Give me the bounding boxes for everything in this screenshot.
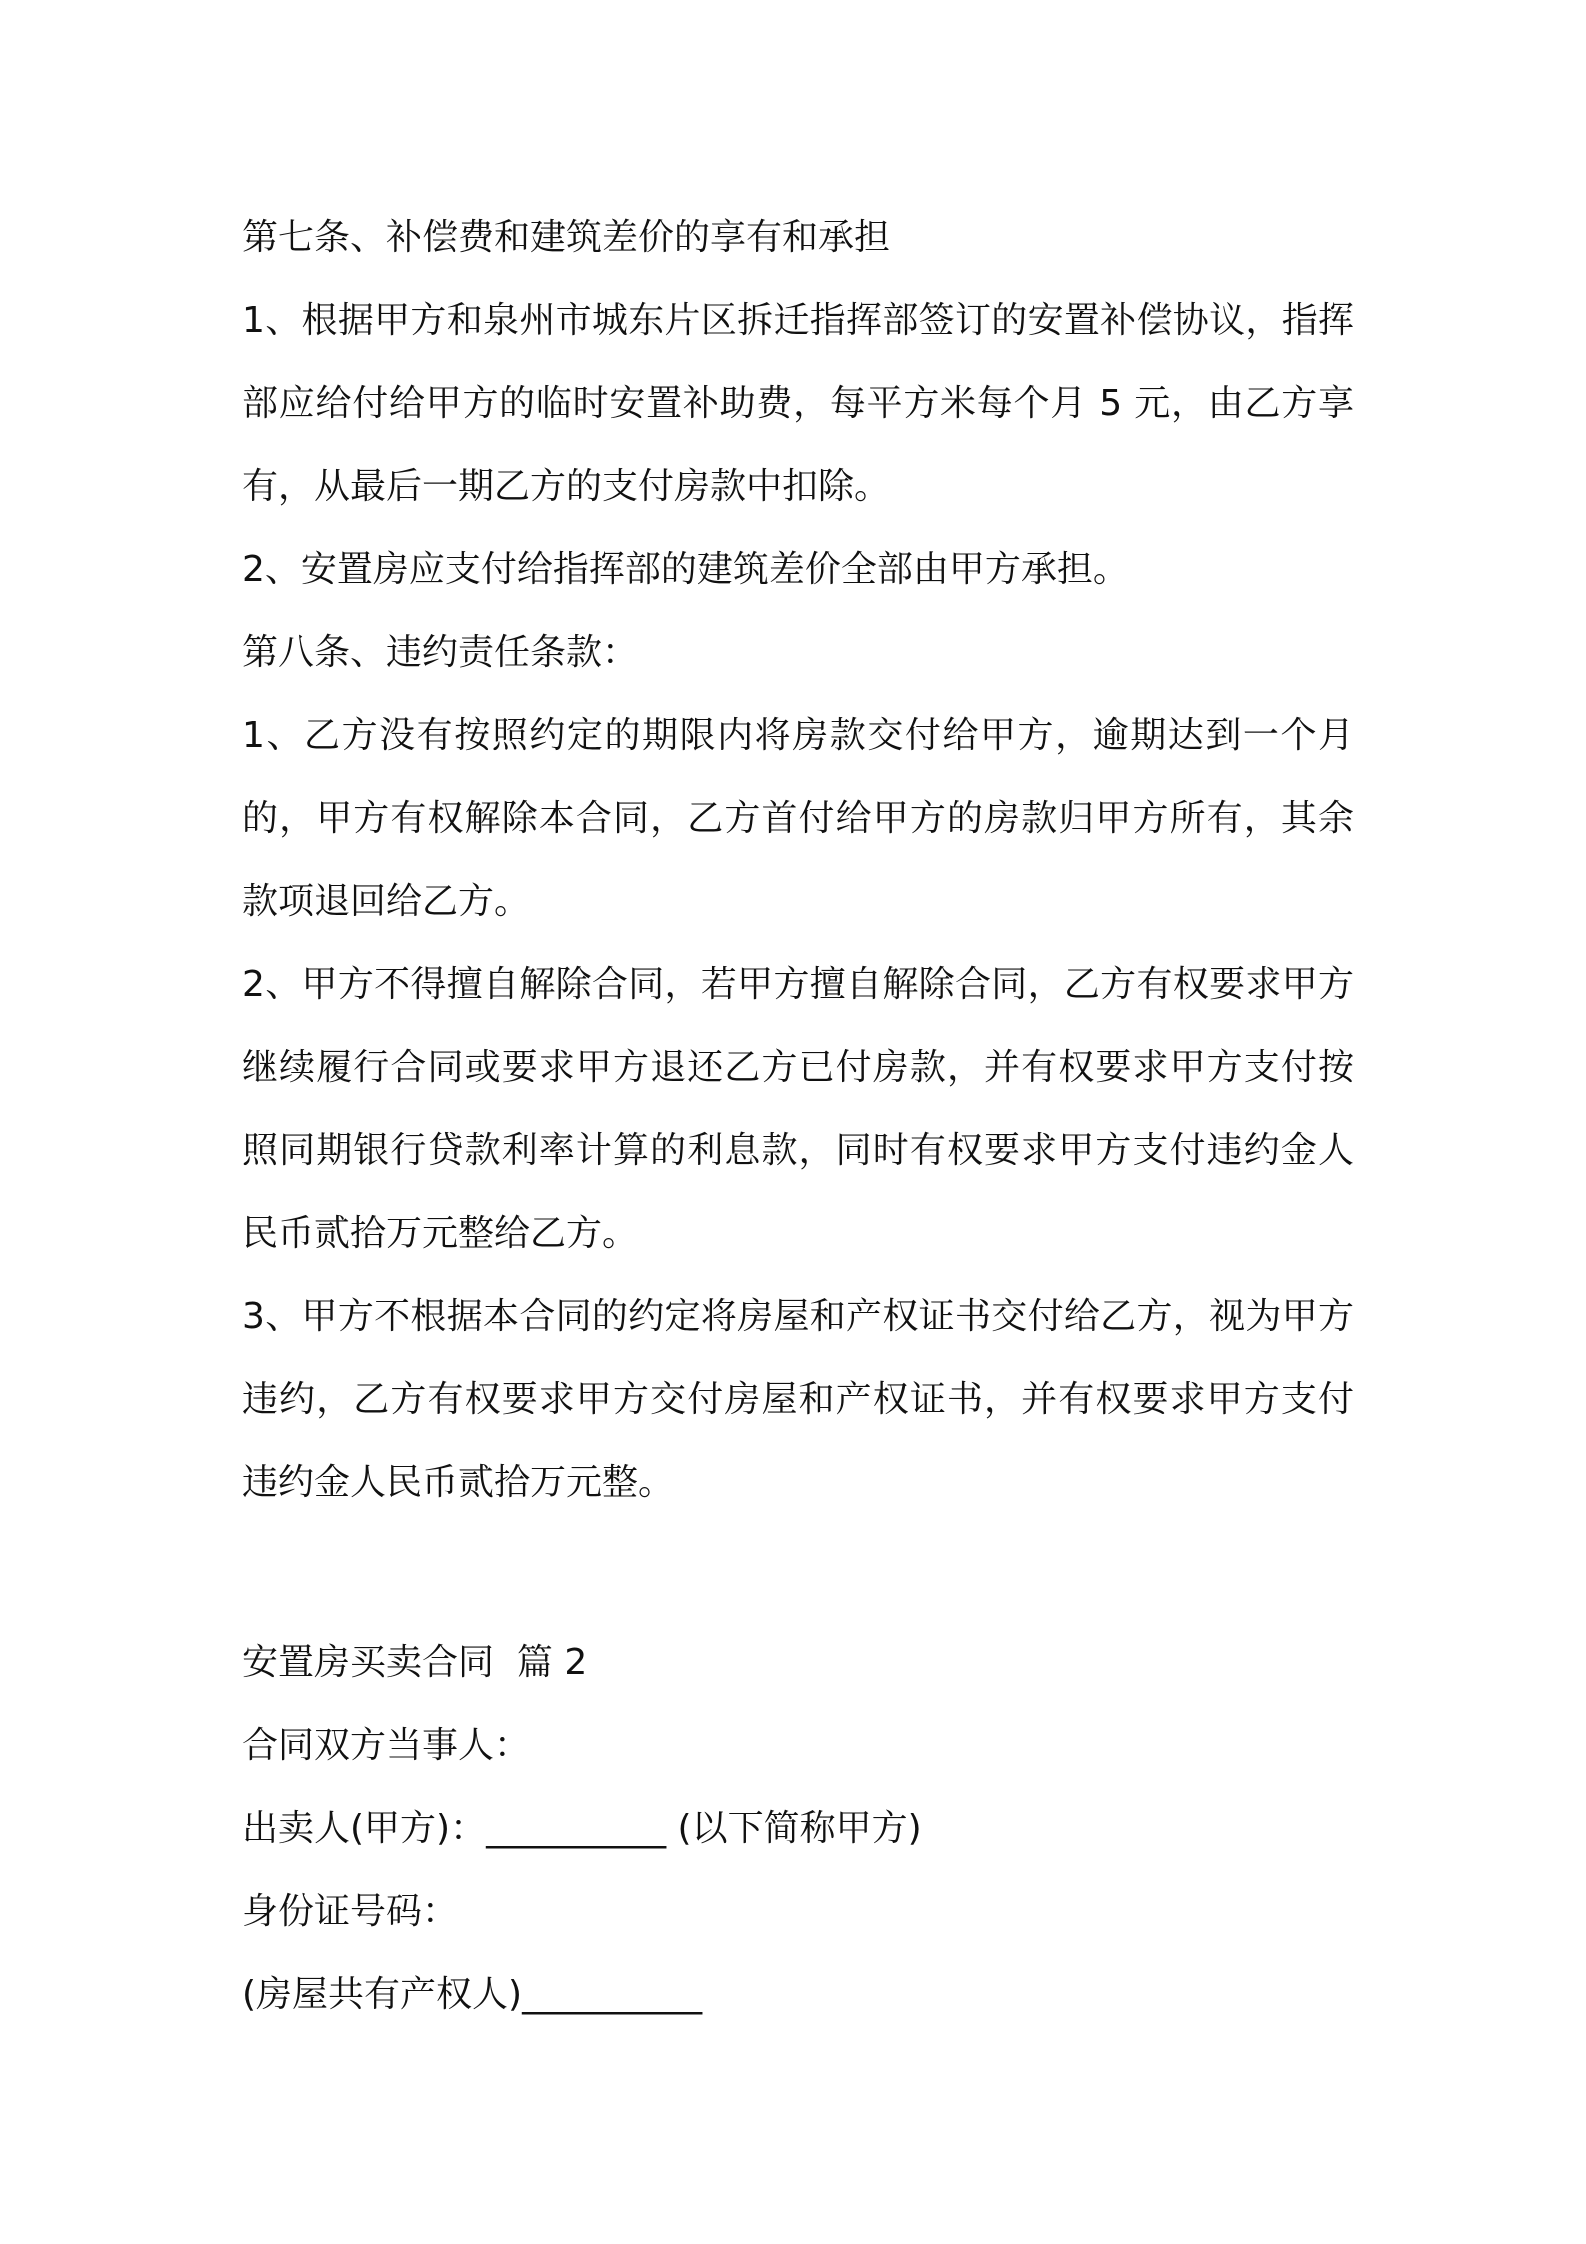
article-7-heading: 第七条、补偿费和建筑差价的享有和承担 bbox=[242, 217, 891, 258]
article-8-item-1: 1、乙方没有按照约定的期限内将房款交付给甲方，逾期达到一个月的，甲方有权解除本合同，乙方首付给甲方的房款归甲方所有，其余款项退回给乙方。 bbox=[242, 715, 1354, 922]
article-8-heading: 第八条、违约责任条款： bbox=[242, 632, 639, 673]
contract-parties-label: 合同双方当事人： bbox=[242, 1725, 531, 1766]
article-8-item-3: 3、甲方不根据本合同的约定将房屋和产权证书交付给乙方，视为甲方违约，乙方有权要求甲方交付房屋和产权证书，并有权要求甲方支付违约金人民币贰拾万元整。 bbox=[242, 1296, 1354, 1503]
contract-2-title: 安置房买卖合同 篇 2 bbox=[242, 1642, 588, 1683]
id-number-label: 身份证号码： bbox=[242, 1891, 459, 1932]
document-body bbox=[242, 196, 1354, 2036]
article-8-item-2: 2、甲方不得擅自解除合同，若甲方擅自解除合同，乙方有权要求甲方继续履行合同或要求甲方退还乙方已付房款，并有权要求甲方支付按照同期银行贷款利率计算的利息款，同时有权要求甲方支付违约金人民币贰拾万元整给乙方。 bbox=[242, 964, 1354, 1254]
seller-line: 出卖人(甲方)：__________ (以下简称甲方) bbox=[242, 1808, 922, 1849]
article-7-item-2: 2、安置房应支付给指挥部的建筑差价全部由甲方承担。 bbox=[242, 549, 1129, 590]
section-gap bbox=[242, 1524, 1354, 1621]
co-owner-line: (房屋共有产权人)__________ bbox=[242, 1974, 703, 2015]
article-7-item-1: 1、根据甲方和泉州市城东片区拆迁指挥部签订的安置补偿协议，指挥部应给付给甲方的临时安置补助费，每平方米每个月 5 元，由乙方享有，从最后一期乙方的支付房款中扣除。 bbox=[242, 300, 1354, 507]
